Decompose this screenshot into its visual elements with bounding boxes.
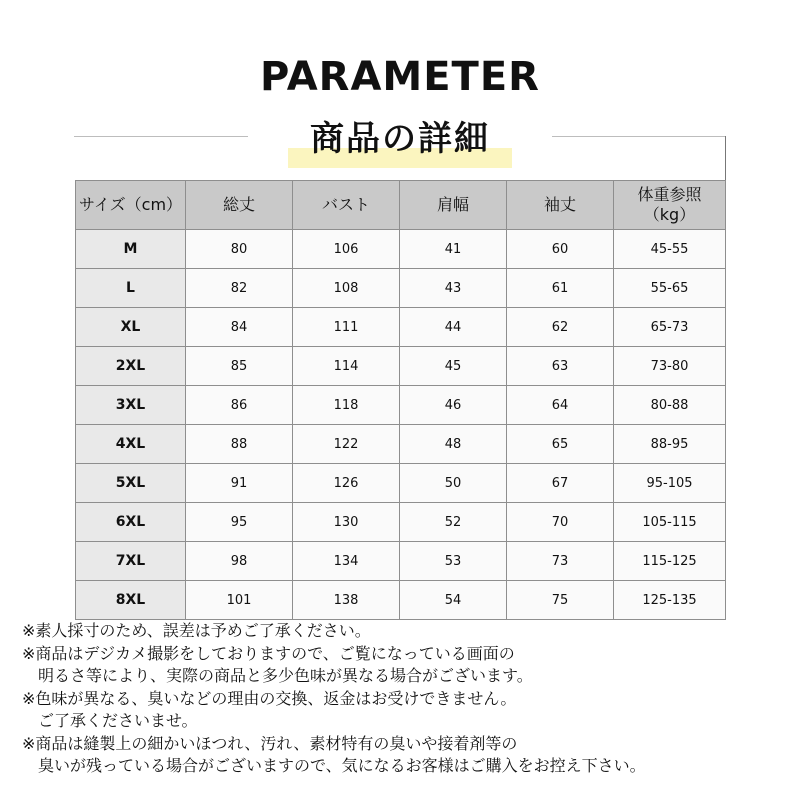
cell-bust: 111 — [293, 308, 400, 347]
cell-length: 88 — [186, 425, 293, 464]
cell-shoulder: 41 — [400, 230, 507, 269]
table-row — [76, 386, 726, 425]
note-line: ※色味が異なる、臭いなどの理由の交換、返金はお受けできません。 — [22, 688, 517, 708]
cell-sleeve: 63 — [507, 347, 614, 386]
cell-shoulder: 52 — [400, 503, 507, 542]
cell-size: 8XL — [76, 581, 186, 620]
table-row — [76, 269, 726, 308]
cell-shoulder: 46 — [400, 386, 507, 425]
cell-sleeve: 75 — [507, 581, 614, 620]
cell-sleeve: 73 — [507, 542, 614, 581]
header-bust: バスト — [293, 181, 400, 230]
title-japanese-block — [248, 104, 552, 174]
cell-bust: 134 — [293, 542, 400, 581]
rule-vertical — [725, 136, 726, 180]
cell-size: 3XL — [76, 386, 186, 425]
table-row — [76, 464, 726, 503]
cell-shoulder: 44 — [400, 308, 507, 347]
cell-length: 82 — [186, 269, 293, 308]
cell-weight: 80-88 — [614, 386, 726, 425]
cell-sleeve: 65 — [507, 425, 614, 464]
cell-size: 6XL — [76, 503, 186, 542]
cell-weight: 45-55 — [614, 230, 726, 269]
cell-weight: 105-115 — [614, 503, 726, 542]
table-row — [76, 425, 726, 464]
cell-sleeve: 62 — [507, 308, 614, 347]
cell-weight: 55-65 — [614, 269, 726, 308]
title-english: PARAMETER — [260, 54, 540, 100]
cell-size: 5XL — [76, 464, 186, 503]
cell-sleeve: 60 — [507, 230, 614, 269]
note-line: ※素人採寸のため、誤差は予めご了承ください。 — [22, 621, 371, 640]
cell-bust: 114 — [293, 347, 400, 386]
note-line: ※商品はデジカメ撮影をしておりますので、ご覧になっている画面の — [22, 643, 515, 663]
table-row — [76, 542, 726, 581]
note-line: ご了承くださいませ。 — [22, 711, 198, 730]
cell-bust: 106 — [293, 230, 400, 269]
cell-weight: 73-80 — [614, 347, 726, 386]
note-line: ※商品は縫製上の細かいほつれ、汚れ、素材特有の臭いや接着剤等の — [22, 733, 518, 753]
cell-bust: 138 — [293, 581, 400, 620]
cell-length: 95 — [186, 503, 293, 542]
cell-length: 84 — [186, 308, 293, 347]
table-row — [76, 503, 726, 542]
cell-bust: 108 — [293, 269, 400, 308]
cell-shoulder: 53 — [400, 542, 507, 581]
header-sleeve: 袖丈 — [507, 181, 614, 230]
cell-size: M — [76, 230, 186, 269]
cell-weight: 125-135 — [614, 581, 726, 620]
cell-length: 91 — [186, 464, 293, 503]
cell-length: 80 — [186, 230, 293, 269]
header-weight: 体重参照 （kg） — [614, 181, 726, 230]
title-japanese: 商品の詳細 — [310, 119, 490, 159]
table-header-row — [76, 181, 726, 230]
cell-length: 86 — [186, 386, 293, 425]
cell-weight: 88-95 — [614, 425, 726, 464]
cell-size: XL — [76, 308, 186, 347]
cell-length: 85 — [186, 347, 293, 386]
cell-shoulder: 48 — [400, 425, 507, 464]
size-table — [75, 180, 726, 620]
cell-size: 2XL — [76, 347, 186, 386]
cell-shoulder: 45 — [400, 347, 507, 386]
cell-sleeve: 64 — [507, 386, 614, 425]
cell-sleeve: 67 — [507, 464, 614, 503]
cell-weight: 95-105 — [614, 464, 726, 503]
cell-shoulder: 54 — [400, 581, 507, 620]
cell-size: 4XL — [76, 425, 186, 464]
cell-weight: 115-125 — [614, 542, 726, 581]
cell-length: 98 — [186, 542, 293, 581]
cell-bust: 122 — [293, 425, 400, 464]
cell-bust: 130 — [293, 503, 400, 542]
cell-shoulder: 50 — [400, 464, 507, 503]
cell-bust: 118 — [293, 386, 400, 425]
table-row — [76, 347, 726, 386]
cell-bust: 126 — [293, 464, 400, 503]
cell-sleeve: 70 — [507, 503, 614, 542]
table-row — [76, 230, 726, 269]
cell-shoulder: 43 — [400, 269, 507, 308]
notes — [22, 620, 792, 778]
note-line: 臭いが残っている場合がございますので、気になるお客様はご購入をお控え下さい。 — [22, 756, 646, 775]
cell-length: 101 — [186, 581, 293, 620]
header-length: 総丈 — [186, 181, 293, 230]
header-shoulder: 肩幅 — [400, 181, 507, 230]
cell-size: 7XL — [76, 542, 186, 581]
note-line: 明るさ等により、実際の商品と多少色味が異なる場合がございます。 — [22, 666, 533, 685]
cell-sleeve: 61 — [507, 269, 614, 308]
table-row — [76, 308, 726, 347]
header-size: サイズ（cm） — [76, 181, 186, 230]
cell-size: L — [76, 269, 186, 308]
cell-weight: 65-73 — [614, 308, 726, 347]
table-row — [76, 581, 726, 620]
